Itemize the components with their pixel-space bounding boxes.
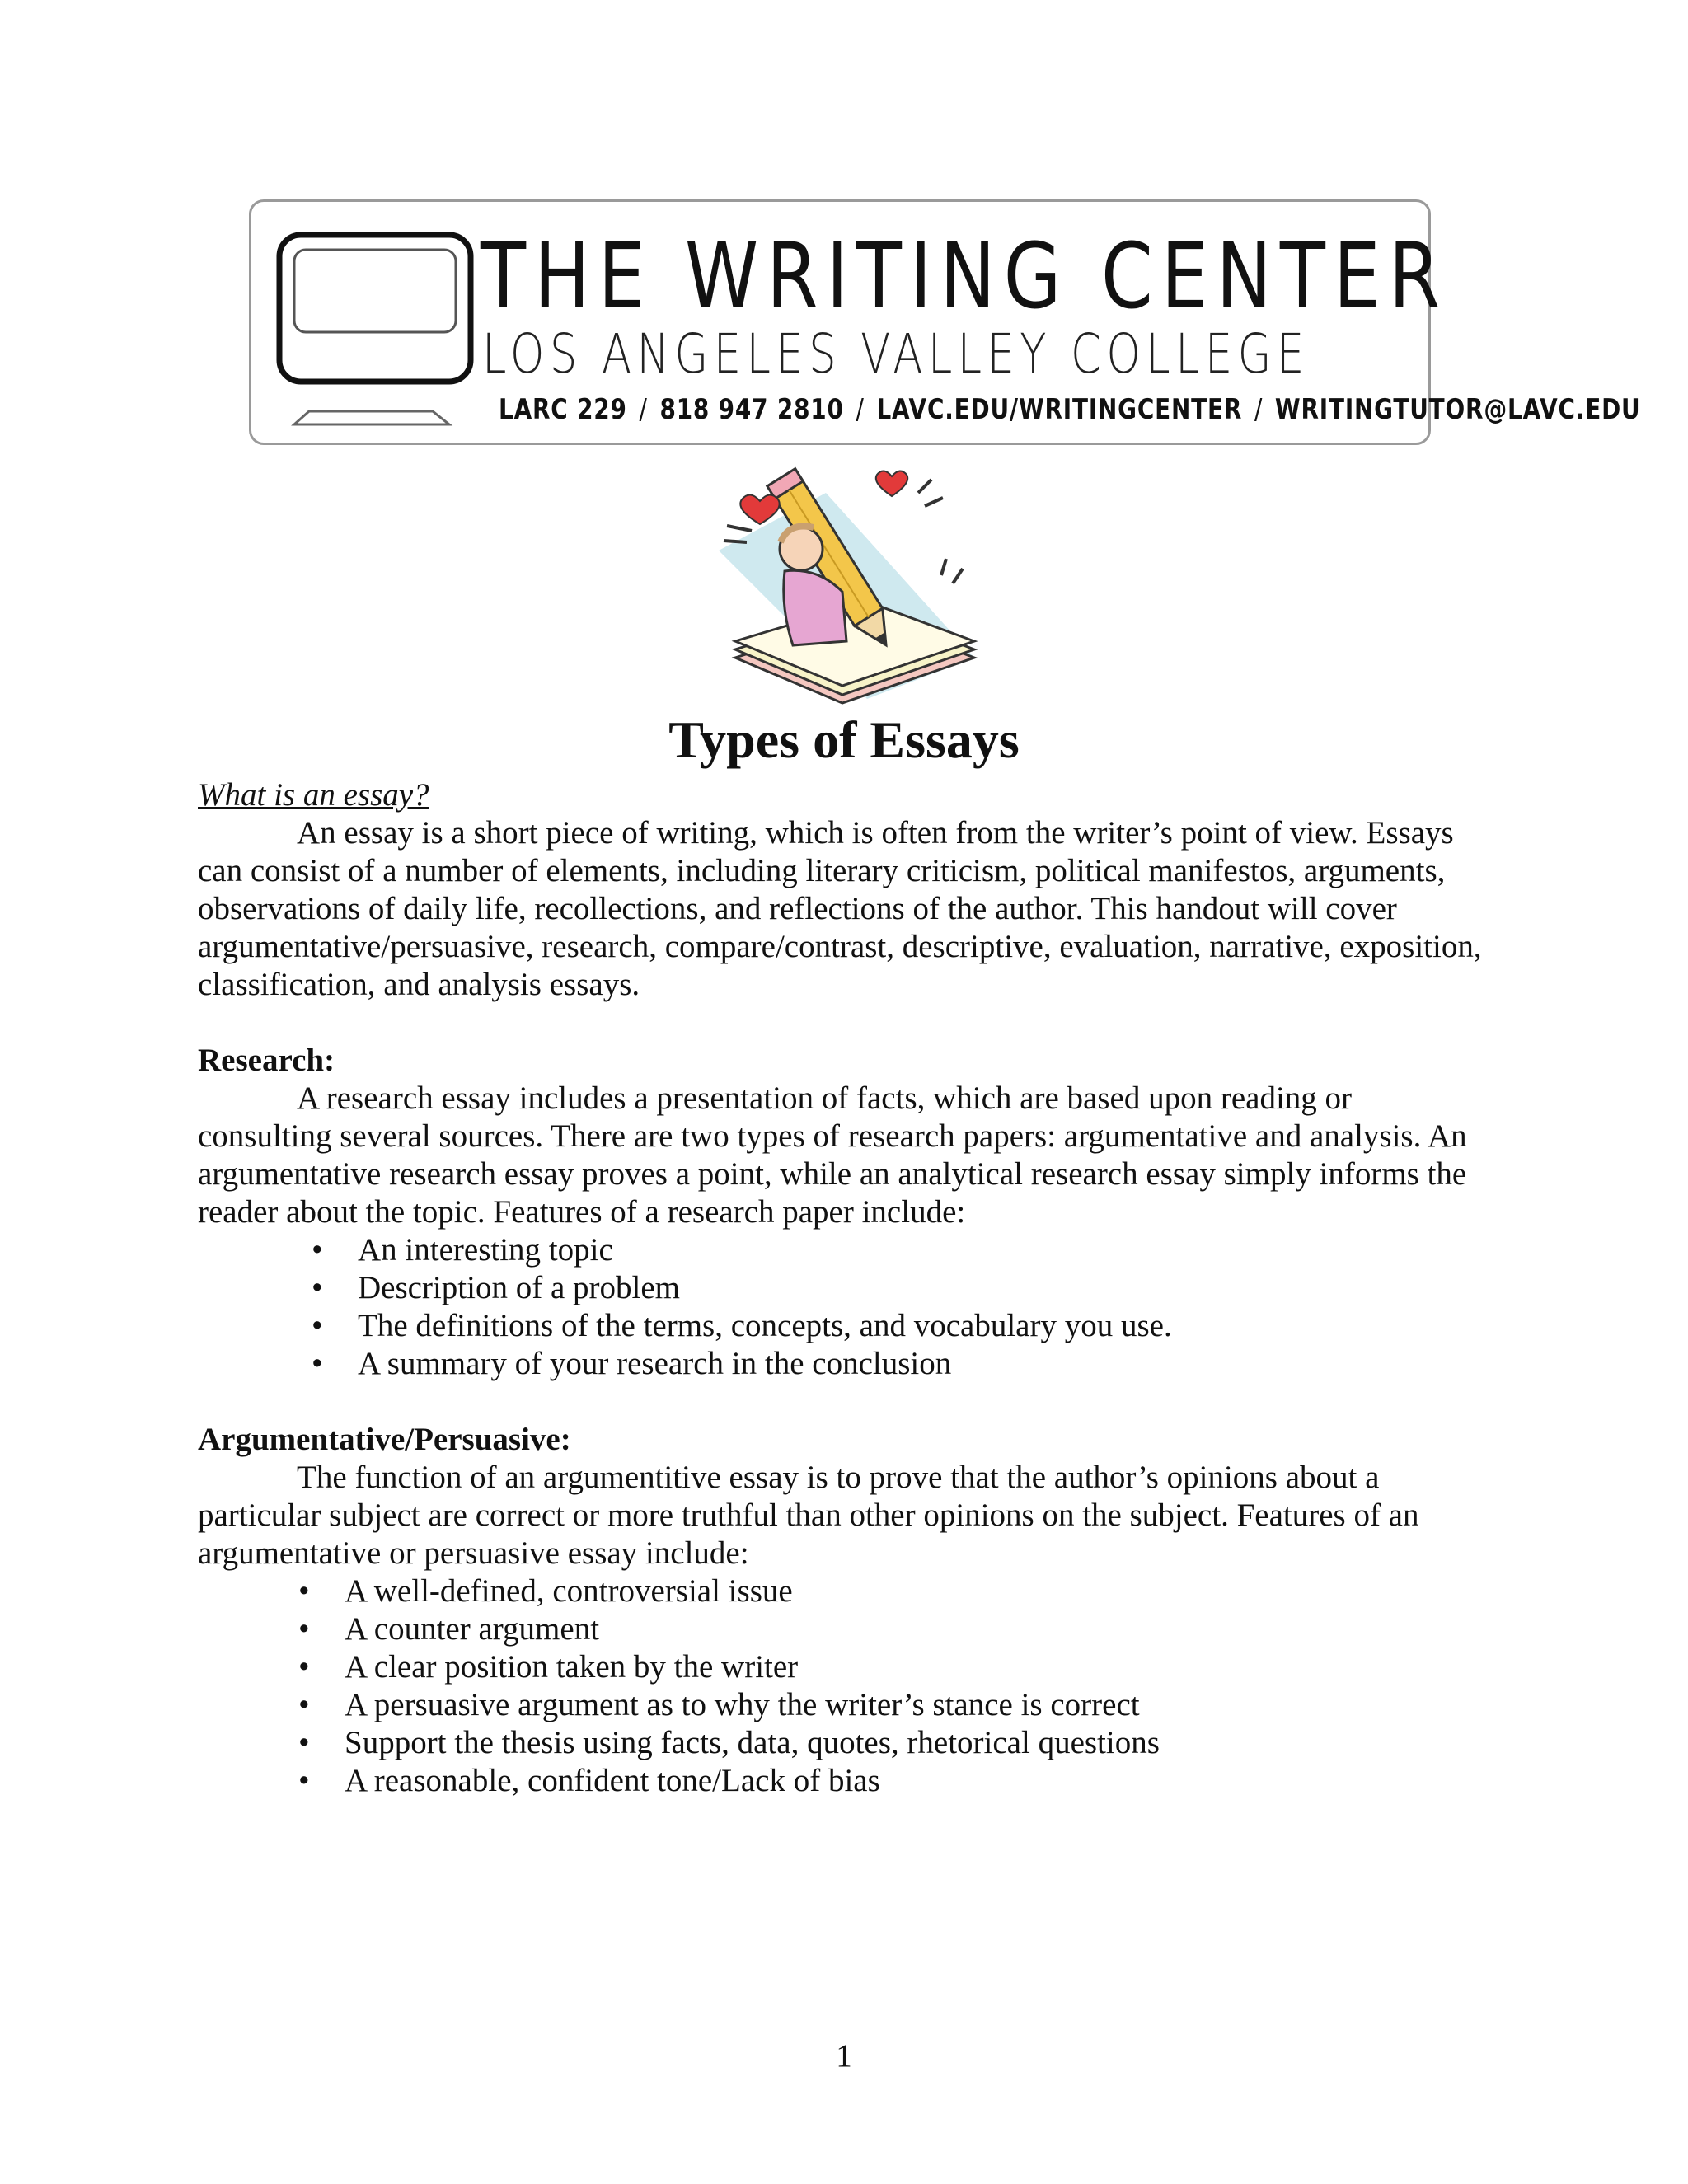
- contact-separator: /: [1254, 393, 1264, 426]
- contact-phone: 818 947 2810: [659, 393, 844, 426]
- intro-heading: What is an essay?: [198, 777, 429, 813]
- list-item: • Description of a problem: [312, 1269, 1172, 1307]
- page-number: 1: [836, 2038, 852, 2074]
- list-item: • A summary of your research in the conclusion: [312, 1345, 1172, 1383]
- list-item: • An interesting topic: [312, 1231, 1172, 1269]
- banner-title: THE WRITING CENTER: [481, 223, 1449, 329]
- list-item: • A persuasive argument as to why the writer’s stance is correct: [298, 1686, 1160, 1724]
- contact-separator: /: [639, 393, 648, 426]
- page-title: Types of Essays: [668, 710, 1020, 769]
- research-heading: Research:: [198, 1043, 335, 1078]
- list-item: • Support the thesis using facts, data, quotes, rhetorical questions: [298, 1724, 1160, 1762]
- argumentative-paragraph: The function of an argumentitive essay is to prove that the author’s opinions about a particular subject are correct or more truthful than other opinions on the subject. Features of an argumentative or persuasive essay include:: [198, 1460, 1419, 1571]
- pencil-writer-clipart-icon: [702, 452, 982, 724]
- list-item: • A clear position taken by the writer: [298, 1648, 1160, 1686]
- banner-subtitle: LOS ANGELES VALLEY COLLEGE: [482, 322, 1310, 386]
- computer-monitor-icon: [251, 202, 482, 448]
- list-item: • A reasonable, confident tone/Lack of bias: [298, 1762, 1160, 1800]
- list-item: • The definitions of the terms, concepts, and vocabulary you use.: [312, 1307, 1172, 1345]
- list-item: • A counter argument: [298, 1610, 1160, 1648]
- argumentative-features-list: [298, 1572, 1160, 1800]
- contact-website: LAVC.EDU/WRITINGCENTER: [876, 393, 1243, 426]
- banner-contact-line: [499, 393, 1640, 426]
- contact-email: WRITINGTUTOR@LAVC.EDU: [1274, 393, 1641, 426]
- research-paragraph: A research essay includes a presentation of facts, which are based upon reading or consulting several sources. There are two types of research papers: argumentative and analysis. An argumentative research essay proves a point, while an analytical research essay simply informs the reader about the topic. Features of a research paper include:: [198, 1080, 1467, 1230]
- argumentative-heading: Argumentative/Persuasive:: [198, 1422, 571, 1457]
- list-item: • A well-defined, controversial issue: [298, 1572, 1160, 1610]
- research-features-list: [312, 1231, 1172, 1383]
- intro-paragraph: An essay is a short piece of writing, which is often from the writer’s point of view. Essays can consist of a number of elements, including literary criticism, political manifestos, arguments, observations of daily life, recollections, and reflections of the author. This handout will cover argumentative/persuasive, research, compare/contrast, descriptive, evaluation, narrative, exposition, classification, and analysis essays.: [198, 815, 1482, 1002]
- writing-center-banner: [249, 199, 1641, 445]
- contact-separator: /: [856, 393, 865, 426]
- contact-room: LARC 229: [499, 393, 627, 426]
